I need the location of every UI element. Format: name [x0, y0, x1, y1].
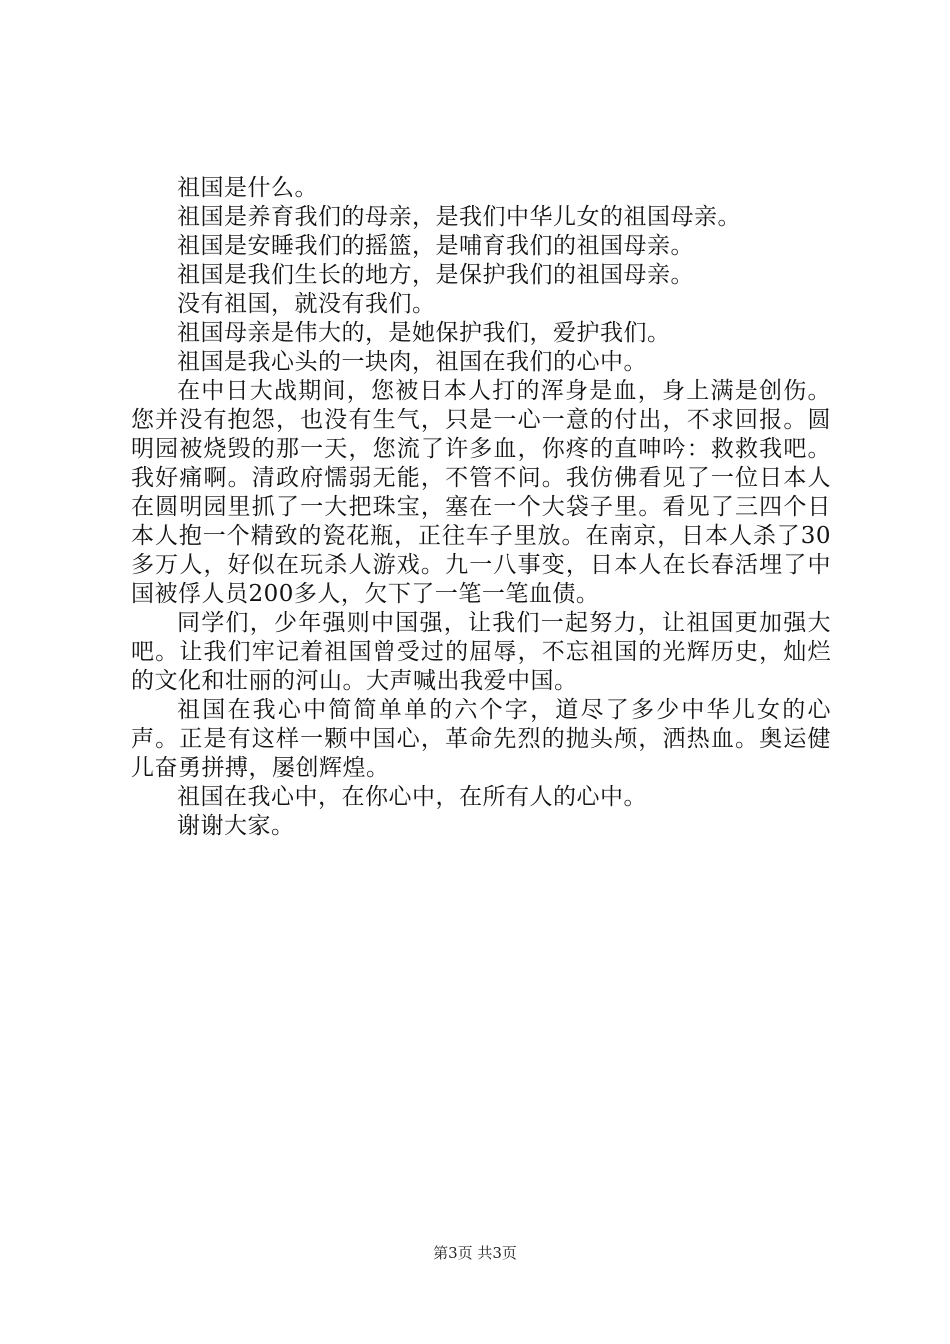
paragraph: 祖国是我们生长的地方，是保护我们的祖国母亲。: [177, 262, 694, 288]
paragraph: 同学们，少年强则中国强，让我们一起努力，让祖国更加强大吧。让我们牢记着祖国曾受过的屈辱，不忘祖国的光辉历史，灿烂的文化和壮丽的河山。大声喊出我爱中国。: [131, 610, 831, 694]
paragraph: 祖国是养育我们的母亲，是我们中华儿女的祖国母亲。: [177, 204, 741, 230]
page-footer: [0, 1243, 950, 1263]
document-body: [131, 174, 831, 841]
page-number-label: 第3页 共3页: [433, 1244, 517, 1262]
paragraph: 祖国在我心中，在你心中，在所有人的心中。: [177, 784, 647, 810]
paragraph: 祖国在我心中简简单单的六个字，道尽了多少中华儿女的心声。正是有这样一颗中国心，革命先烈的抛头颅，洒热血。奥运健儿奋勇拼搏，屡创辉煌。: [131, 697, 831, 781]
paragraph: 祖国是我心头的一块肉，祖国在我们的心中。: [177, 349, 647, 375]
paragraph: 祖国是什么。: [177, 175, 318, 201]
paragraph: 没有祖国，就没有我们。: [177, 291, 436, 317]
paragraph: 祖国是安睡我们的摇篮，是哺育我们的祖国母亲。: [177, 233, 694, 259]
paragraph: 祖国母亲是伟大的，是她保护我们，爱护我们。: [177, 320, 671, 346]
paragraph: 谢谢大家。: [177, 813, 295, 839]
paragraph: 在中日大战期间，您被日本人打的浑身是血，身上满是创伤。您并没有抱怨，也没有生气，只是一心一意的付出，不求回报。圆明园被烧毁的那一天，您流了许多血，你疼的直呻吟：救救我吧。我好痛啊。清政府懦弱无能，不管不问。我仿佛看见了一位日本人在圆明园里抓了一大把珠宝，塞在一个大袋子里。看见了三四个日本人抱一个精致的瓷花瓶，正往车子里放。在南京，日本人杀了30多万人，好似在玩杀人游戏。九一八事变，日本人在长春活埋了中国被俘人员200多人，欠下了一笔一笔血债。: [131, 378, 831, 607]
